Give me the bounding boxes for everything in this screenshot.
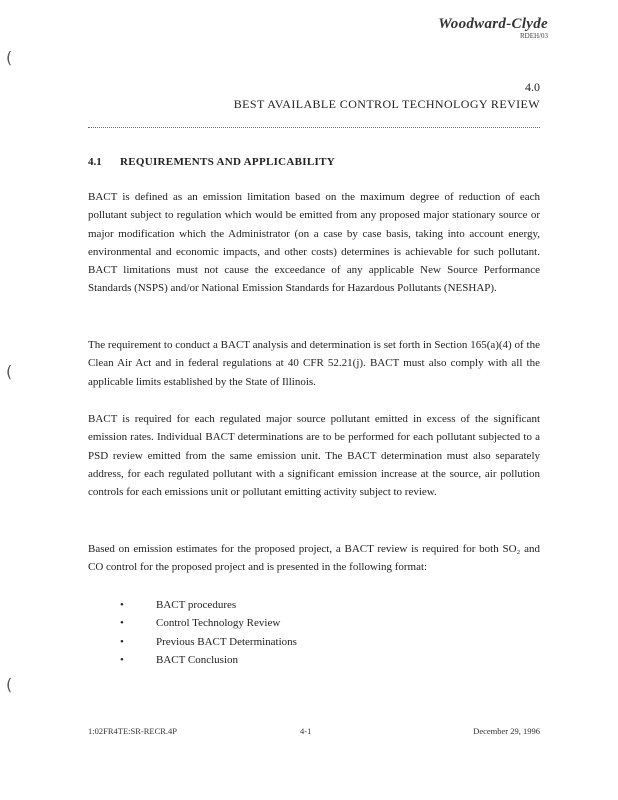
paragraph-requirement: The requirement to conduct a BACT analysis and determination is set forth in Section 165(a)(4) of the Clean Air Act and in federal regulations at 40 CFR 52.21(j). BACT must also comply with all the applicable limits established by the State of Illinois. bbox=[88, 339, 540, 388]
footer-document-id: 1:02FR4TE:SR-RECR.4P bbox=[88, 726, 178, 736]
paragraph-bact-definition: BACT is defined as an emission limitation based on the maximum degree of reduction of each pollutant subject to regulation which would be emitted from any proposed major stationary source or major modification which the Administrator (on a case by case basis, taking into account energy, environmental and economic impacts, and other costs) determines is achievable for such pollutant. BACT limitations must not cause the exceedance of any applicable New Source Performance Standards (NSPS) and/or National Emission Standards for Hazardous Pollutants (NESHAP). bbox=[88, 191, 540, 295]
subsection-number: 4.1 bbox=[88, 156, 102, 168]
list-item: • Control Technology Review bbox=[120, 614, 297, 632]
company-name: Woodward-Clyde bbox=[438, 16, 548, 32]
bact-format-list bbox=[120, 596, 297, 669]
footer-date: December 29, 1996 bbox=[473, 726, 540, 736]
company-subtitle: RDEH/03 bbox=[520, 32, 548, 40]
margin-mark-middle: ( bbox=[6, 362, 13, 381]
footer-page-number: 4-1 bbox=[300, 726, 312, 736]
subsection-title: REQUIREMENTS AND APPLICABILITY bbox=[120, 156, 335, 168]
margin-mark-top: ( bbox=[6, 48, 13, 67]
company-logo bbox=[438, 16, 548, 41]
list-item: • BACT procedures bbox=[120, 596, 297, 614]
section-title: BEST AVAILABLE CONTROL TECHNOLOGY REVIEW bbox=[233, 97, 540, 111]
paragraph-applicability: BACT is required for each regulated major source pollutant emitted in excess of the significant emission rates. Individual BACT determinations are to be performed for each pollutant subjected to a PSD review emitted from the same emission unit. The BACT determination must also separately address, for each regulated pollutant with a significant emission increase at the source, air pollution controls for each emissions unit or pollutant emitting activity subject to review. bbox=[88, 413, 540, 499]
margin-mark-bottom: ( bbox=[6, 675, 13, 694]
list-item: • Previous BACT Determinations bbox=[120, 633, 297, 651]
paragraph-format-intro: Based on emission estimates for the proposed project, a BACT review is required for both SO₂ and CO control for the proposed project and is presented in the following format: bbox=[88, 543, 540, 574]
section-number: 4.0 bbox=[525, 80, 540, 94]
section-divider bbox=[88, 127, 540, 128]
list-item: • BACT Conclusion bbox=[120, 651, 297, 669]
